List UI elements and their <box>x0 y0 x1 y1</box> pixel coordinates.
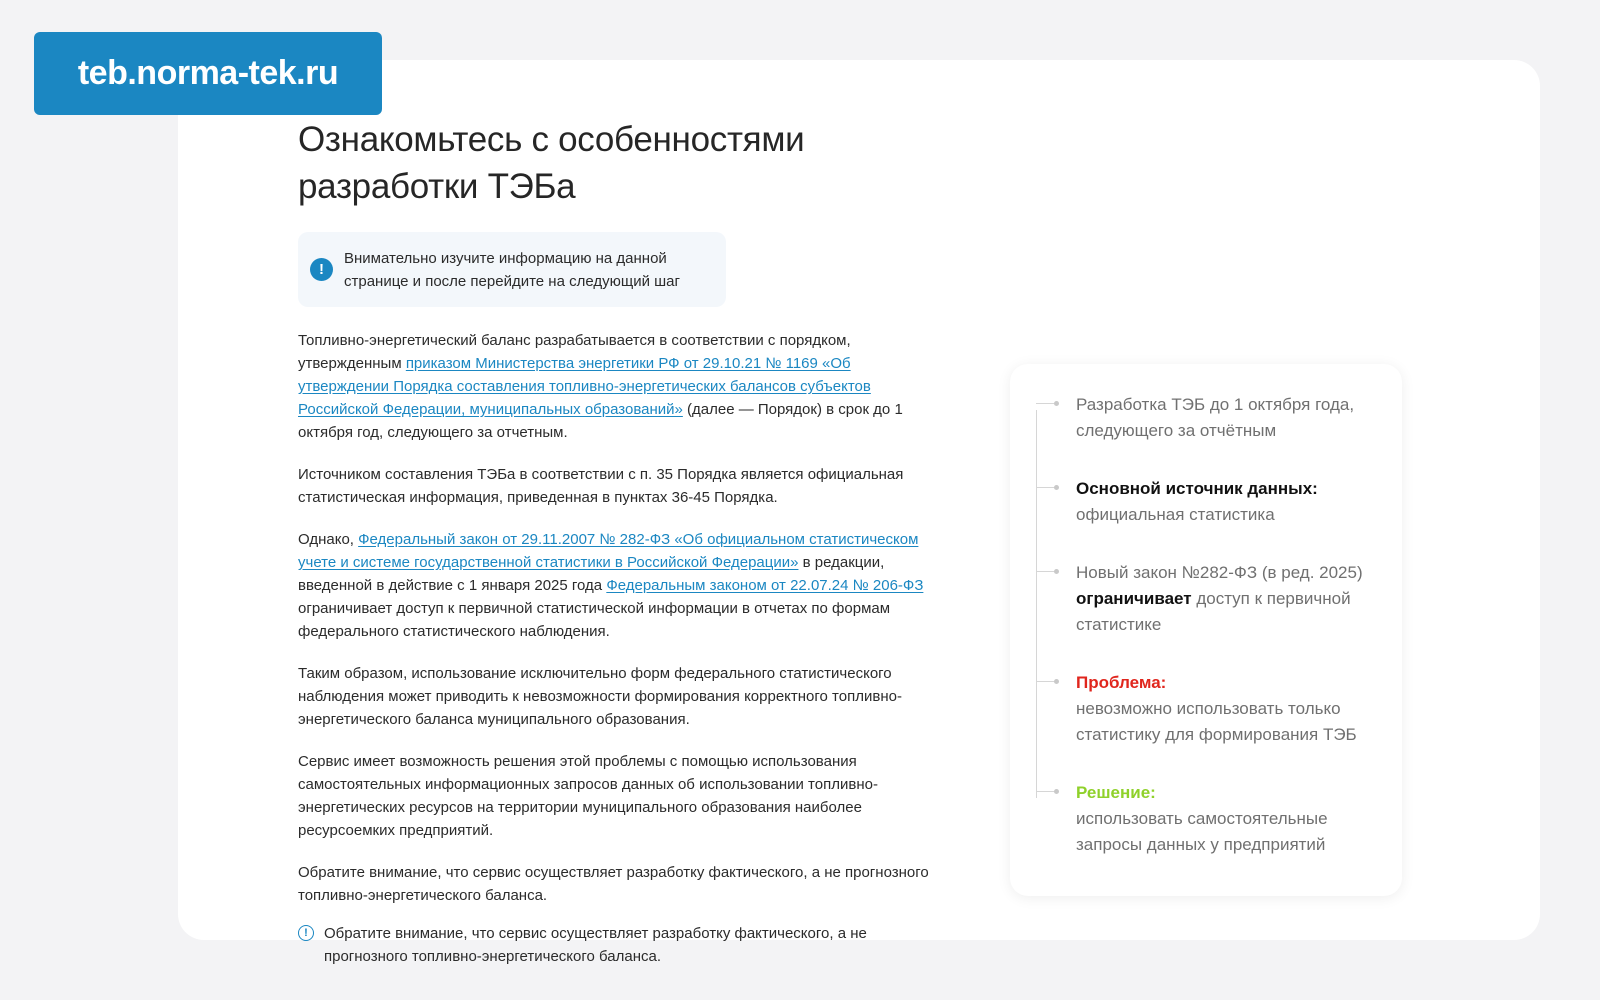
body-text <box>298 329 930 968</box>
summary-step-law-text-1: Новый закон №282-ФЗ (в ред. 2025) <box>1076 563 1363 582</box>
summary-step-law-text-2: доступ к первичной статистике <box>1076 589 1351 634</box>
content-card <box>178 60 1540 965</box>
summary-step-deadline <box>1076 392 1376 444</box>
summary-step-solution-heading: Решение: <box>1076 783 1156 802</box>
page-title-line-1: Ознакомьтесь с особенностями <box>298 120 805 159</box>
summary-step-deadline-text: Разработка ТЭБ до 1 октября года, следующего за отчётным <box>1076 395 1355 440</box>
paragraph-consequence: Таким образом, использование исключительно форм федерального статистического наблюдения может приводить к невозможности формирования корректного топливно-энергетического баланса муниципального образования. <box>298 665 902 728</box>
paragraph-order-text-1: Топливно-энергетический баланс разрабатывается в соответствии с порядком, утвержденным <box>298 332 851 372</box>
paragraph-order-text-2: (далее — Порядок) в срок до 1 октября год, следующего за отчетным. <box>298 401 903 441</box>
summary-step-law-strong: ограничивает <box>1076 589 1192 608</box>
summary-step-source-heading: Основной источник данных: <box>1076 479 1318 498</box>
page-title <box>298 116 930 210</box>
paragraph-solution: Сервис имеет возможность решения этой проблемы с помощью использования самостоятельных информационных запросов данных об использовании топливно-энергетических ресурсов на территории муниципального образования наиболее ресурсоемких предприятий. <box>298 753 878 839</box>
exclamation-outline-icon: ! <box>298 925 314 941</box>
paragraph-note: Обратите внимание, что сервис осуществляет разработку фактического, а не прогнозного топливно-энергетического баланса. <box>298 864 929 904</box>
notice-text: Внимательно изучите информацию на данной странице и после перейдите на следующий шаг <box>344 249 680 290</box>
main-content <box>298 116 930 968</box>
law-282-link[interactable]: Федеральный закон от 29.11.2007 № 282-ФЗ «Об официальном статистическом учете и системе государственной статистики в Российской Федерации» <box>298 531 919 571</box>
summary-panel <box>1010 364 1402 896</box>
site-badge[interactable]: teb.norma-tek.ru <box>34 32 382 115</box>
paragraph-law-text-2: в редакции, введенной в действие с 1 января 2025 года <box>298 554 885 594</box>
notice-box <box>298 232 726 307</box>
page-title-line-2: разработки ТЭБа <box>298 167 576 206</box>
summary-step-law <box>1076 560 1376 638</box>
paragraph-order <box>298 329 930 444</box>
paragraph-source: Источником составления ТЭБа в соответствии с п. 35 Порядка является официальная статистическая информация, приведенная в пунктах 36-45 Порядка. <box>298 466 904 506</box>
order-1169-link[interactable]: приказом Министерства энергетики РФ от 29.10.21 № 1169 «Об утверждении Порядка составления топливно-энергетических балансов субъектов Российской Федерации, муниципальных образований» <box>298 355 871 418</box>
law-206-link[interactable]: Федеральным законом от 22.07.24 № 206-ФЗ <box>606 577 924 594</box>
paragraph-law-text-3: ограничивает доступ к первичной статистической информации в отчетах по формам федерального статистического наблюдения. <box>298 600 891 640</box>
summary-step-source-text: официальная статистика <box>1076 505 1275 524</box>
paragraph-law-text-1: Однако, <box>298 531 359 548</box>
summary-step-problem <box>1076 670 1376 748</box>
summary-step-solution-text: использовать самостоятельные запросы данных у предприятий <box>1076 809 1328 854</box>
summary-step-solution <box>1076 780 1376 858</box>
timeline-line <box>1036 410 1037 798</box>
summary-step-problem-text: невозможно использовать только статистику для формирования ТЭБ <box>1076 699 1357 744</box>
footnote <box>298 922 930 968</box>
footnote-text: Обратите внимание, что сервис осуществляет разработку фактического, а не прогнозного топливно-энергетического баланса. <box>324 925 867 965</box>
paragraph-law <box>298 528 930 643</box>
exclamation-circle-icon: ! <box>310 258 333 281</box>
summary-step-source <box>1076 476 1376 528</box>
summary-step-problem-heading: Проблема: <box>1076 673 1167 692</box>
